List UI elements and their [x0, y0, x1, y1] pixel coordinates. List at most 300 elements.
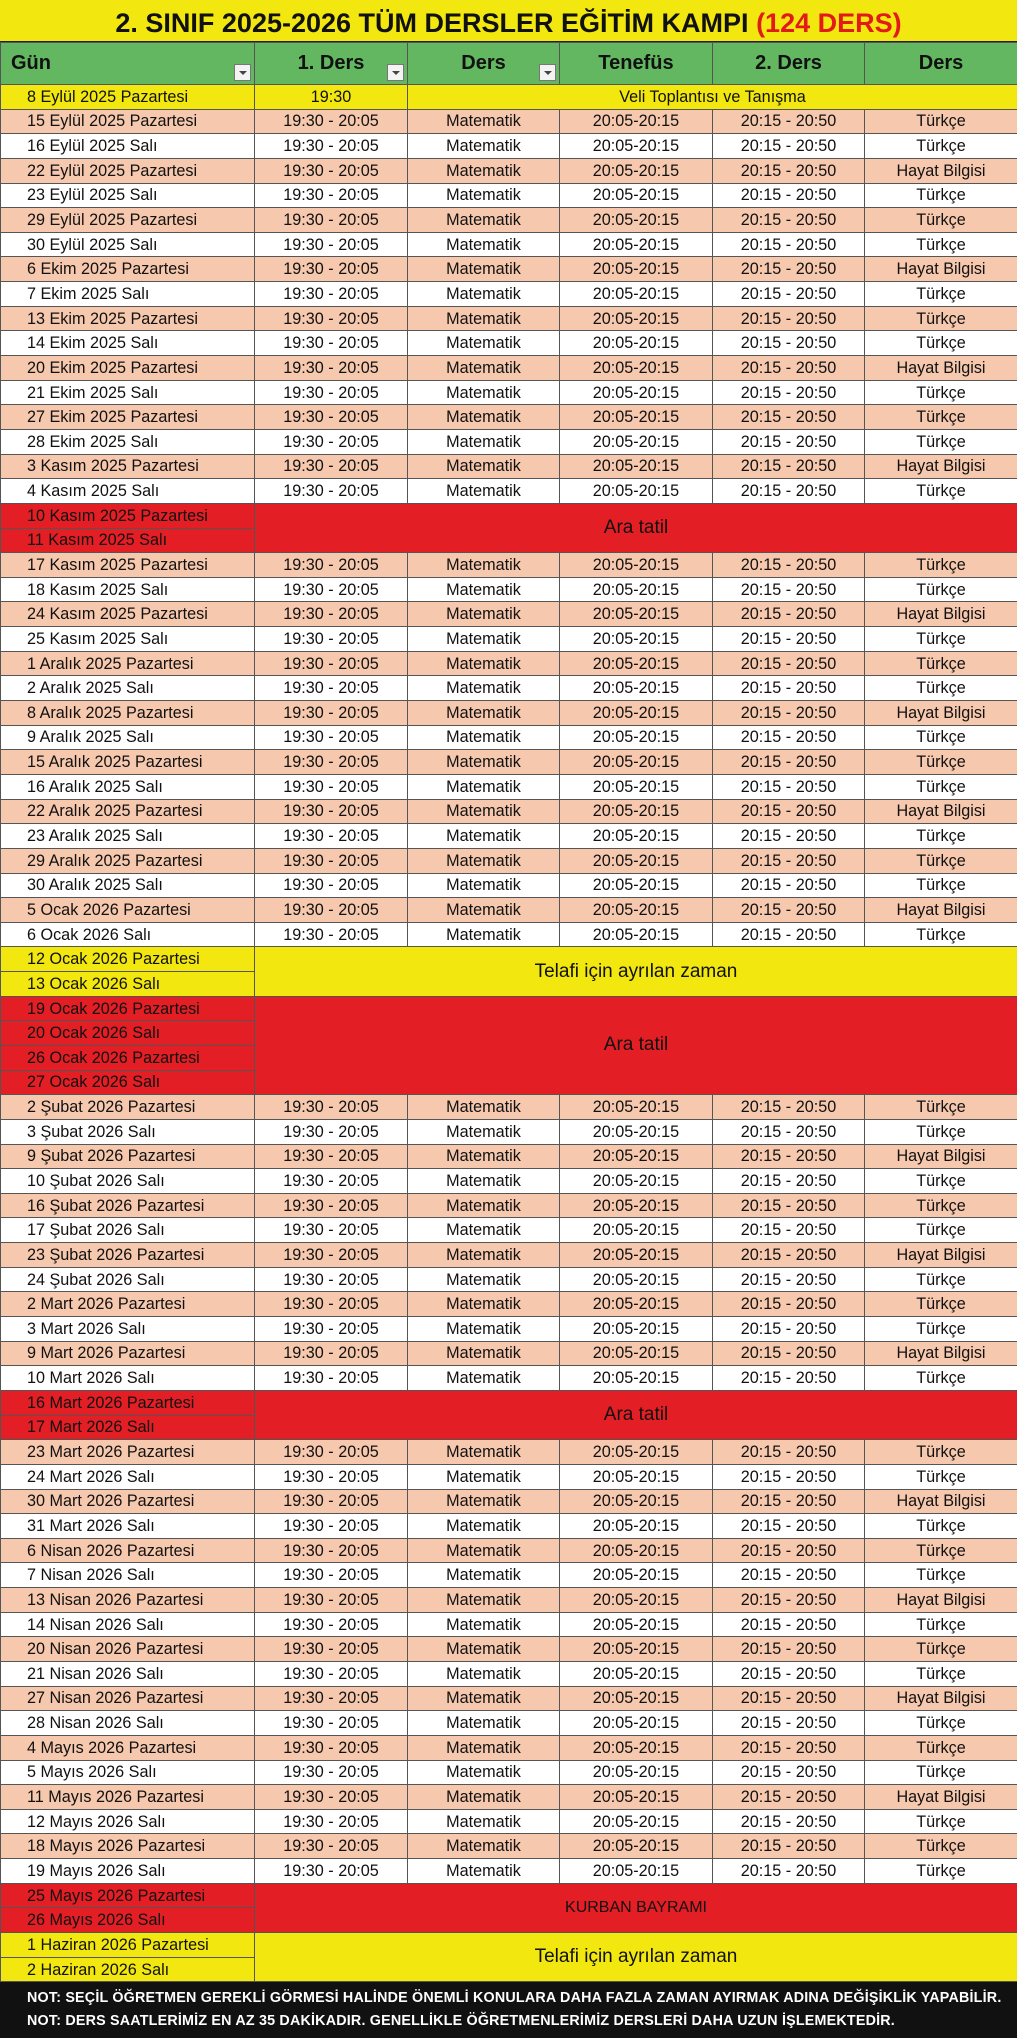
subject-cell[interactable]: Matematik: [408, 183, 560, 208]
subject-cell[interactable]: Matematik: [408, 1760, 560, 1785]
first-lesson-cell[interactable]: 19:30 - 20:05: [255, 1193, 408, 1218]
second-lesson-cell[interactable]: 20:15 - 20:50: [713, 454, 865, 479]
date-cell[interactable]: 5 Mayıs 2026 Salı: [1, 1760, 255, 1785]
second-subject-cell[interactable]: Hayat Bilgisi: [865, 1341, 1017, 1366]
second-subject-cell[interactable]: Hayat Bilgisi: [865, 1785, 1017, 1810]
second-lesson-cell[interactable]: 20:15 - 20:50: [713, 848, 865, 873]
second-lesson-cell[interactable]: 20:15 - 20:50: [713, 257, 865, 282]
date-cell[interactable]: 10 Mart 2026 Salı: [1, 1366, 255, 1391]
first-lesson-cell[interactable]: 19:30 - 20:05: [255, 1711, 408, 1736]
first-lesson-cell[interactable]: 19:30 - 20:05: [255, 1686, 408, 1711]
first-lesson-cell[interactable]: 19:30 - 20:05: [255, 1440, 408, 1465]
break-cell[interactable]: 20:05-20:15: [560, 1563, 713, 1588]
break-cell[interactable]: 20:05-20:15: [560, 1095, 713, 1120]
subject-cell[interactable]: Matematik: [408, 331, 560, 356]
subject-cell[interactable]: Matematik: [408, 306, 560, 331]
date-cell[interactable]: 9 Şubat 2026 Pazartesi: [1, 1144, 255, 1169]
second-subject-cell[interactable]: Türkçe: [865, 405, 1017, 430]
date-cell[interactable]: 6 Ekim 2025 Pazartesi: [1, 257, 255, 282]
first-lesson-cell[interactable]: 19:30 - 20:05: [255, 1760, 408, 1785]
subject-cell[interactable]: Matematik: [408, 208, 560, 233]
first-lesson-cell[interactable]: 19:30 - 20:05: [255, 1834, 408, 1859]
break-cell[interactable]: 20:05-20:15: [560, 1464, 713, 1489]
second-lesson-cell[interactable]: 20:15 - 20:50: [713, 725, 865, 750]
subject-cell[interactable]: Matematik: [408, 479, 560, 504]
subject-cell[interactable]: Matematik: [408, 1588, 560, 1613]
subject-cell[interactable]: Matematik: [408, 651, 560, 676]
break-cell[interactable]: 20:05-20:15: [560, 1809, 713, 1834]
date-cell[interactable]: 23 Eylül 2025 Salı: [1, 183, 255, 208]
date-cell[interactable]: 19 Ocak 2026 Pazartesi: [1, 996, 255, 1021]
date-cell[interactable]: 10 Kasım 2025 Pazartesi: [1, 503, 255, 528]
break-cell[interactable]: 20:05-20:15: [560, 1711, 713, 1736]
second-lesson-cell[interactable]: 20:15 - 20:50: [713, 1267, 865, 1292]
break-cell[interactable]: 20:05-20:15: [560, 1267, 713, 1292]
first-lesson-cell[interactable]: 19:30 - 20:05: [255, 1119, 408, 1144]
break-cell[interactable]: 20:05-20:15: [560, 158, 713, 183]
holiday-cell[interactable]: Ara tatil: [255, 996, 1017, 1095]
subject-cell[interactable]: Matematik: [408, 257, 560, 282]
first-lesson-cell[interactable]: 19:30 - 20:05: [255, 232, 408, 257]
date-cell[interactable]: 26 Ocak 2026 Pazartesi: [1, 1045, 255, 1070]
subject-cell[interactable]: Matematik: [408, 1317, 560, 1342]
second-subject-cell[interactable]: Hayat Bilgisi: [865, 1588, 1017, 1613]
second-lesson-cell[interactable]: 20:15 - 20:50: [713, 1218, 865, 1243]
date-cell[interactable]: 3 Şubat 2026 Salı: [1, 1119, 255, 1144]
date-cell[interactable]: 9 Aralık 2025 Salı: [1, 725, 255, 750]
second-lesson-cell[interactable]: 20:15 - 20:50: [713, 1538, 865, 1563]
break-cell[interactable]: 20:05-20:15: [560, 1144, 713, 1169]
break-cell[interactable]: 20:05-20:15: [560, 627, 713, 652]
subject-cell[interactable]: Matematik: [408, 602, 560, 627]
second-lesson-cell[interactable]: 20:15 - 20:50: [713, 479, 865, 504]
subject-cell[interactable]: Matematik: [408, 1563, 560, 1588]
first-lesson-cell[interactable]: 19:30 - 20:05: [255, 183, 408, 208]
makeup-cell[interactable]: Telafi için ayrılan zaman: [255, 1933, 1017, 1982]
break-cell[interactable]: 20:05-20:15: [560, 1538, 713, 1563]
break-cell[interactable]: 20:05-20:15: [560, 676, 713, 701]
subject-cell[interactable]: Matematik: [408, 1686, 560, 1711]
second-subject-cell[interactable]: Hayat Bilgisi: [865, 602, 1017, 627]
second-subject-cell[interactable]: Hayat Bilgisi: [865, 1686, 1017, 1711]
date-cell[interactable]: 20 Ekim 2025 Pazartesi: [1, 356, 255, 381]
break-cell[interactable]: 20:05-20:15: [560, 1735, 713, 1760]
second-subject-cell[interactable]: Türkçe: [865, 1440, 1017, 1465]
first-lesson-cell[interactable]: 19:30 - 20:05: [255, 824, 408, 849]
date-cell[interactable]: 19 Mayıs 2026 Salı: [1, 1859, 255, 1884]
subject-cell[interactable]: Matematik: [408, 1859, 560, 1884]
subject-cell[interactable]: Matematik: [408, 1489, 560, 1514]
second-lesson-cell[interactable]: 20:15 - 20:50: [713, 1292, 865, 1317]
subject-cell[interactable]: Matematik: [408, 1095, 560, 1120]
subject-cell[interactable]: Matematik: [408, 380, 560, 405]
date-cell[interactable]: 7 Ekim 2025 Salı: [1, 282, 255, 307]
date-cell[interactable]: 29 Aralık 2025 Pazartesi: [1, 848, 255, 873]
first-lesson-cell[interactable]: 19:30 - 20:05: [255, 922, 408, 947]
date-cell[interactable]: 18 Mayıs 2026 Pazartesi: [1, 1834, 255, 1859]
second-subject-cell[interactable]: Türkçe: [865, 651, 1017, 676]
date-cell[interactable]: 9 Mart 2026 Pazartesi: [1, 1341, 255, 1366]
subject-cell[interactable]: Matematik: [408, 898, 560, 923]
second-lesson-cell[interactable]: 20:15 - 20:50: [713, 1144, 865, 1169]
second-lesson-cell[interactable]: 20:15 - 20:50: [713, 429, 865, 454]
second-lesson-cell[interactable]: 20:15 - 20:50: [713, 158, 865, 183]
second-lesson-cell[interactable]: 20:15 - 20:50: [713, 1735, 865, 1760]
date-cell[interactable]: 23 Şubat 2026 Pazartesi: [1, 1243, 255, 1268]
date-cell[interactable]: 13 Ocak 2026 Salı: [1, 972, 255, 997]
first-lesson-cell[interactable]: 19:30 - 20:05: [255, 553, 408, 578]
second-subject-cell[interactable]: Hayat Bilgisi: [865, 1144, 1017, 1169]
subject-cell[interactable]: Matematik: [408, 1785, 560, 1810]
break-cell[interactable]: 20:05-20:15: [560, 306, 713, 331]
subject-cell[interactable]: Matematik: [408, 158, 560, 183]
first-lesson-cell[interactable]: 19:30 - 20:05: [255, 1169, 408, 1194]
second-lesson-cell[interactable]: 20:15 - 20:50: [713, 1440, 865, 1465]
second-subject-cell[interactable]: Türkçe: [865, 676, 1017, 701]
first-lesson-cell[interactable]: 19:30 - 20:05: [255, 1144, 408, 1169]
break-cell[interactable]: 20:05-20:15: [560, 1662, 713, 1687]
first-lesson-cell[interactable]: 19:30 - 20:05: [255, 750, 408, 775]
date-cell[interactable]: 27 Ekim 2025 Pazartesi: [1, 405, 255, 430]
second-subject-cell[interactable]: Türkçe: [865, 331, 1017, 356]
second-subject-cell[interactable]: Türkçe: [865, 750, 1017, 775]
date-cell[interactable]: 30 Aralık 2025 Salı: [1, 873, 255, 898]
first-lesson-cell[interactable]: 19:30 - 20:05: [255, 577, 408, 602]
break-cell[interactable]: 20:05-20:15: [560, 1588, 713, 1613]
subject-cell[interactable]: Matematik: [408, 627, 560, 652]
second-lesson-cell[interactable]: 20:15 - 20:50: [713, 232, 865, 257]
second-subject-cell[interactable]: Türkçe: [865, 1563, 1017, 1588]
second-subject-cell[interactable]: Türkçe: [865, 208, 1017, 233]
first-lesson-cell[interactable]: 19:30 - 20:05: [255, 405, 408, 430]
subject-cell[interactable]: Matematik: [408, 922, 560, 947]
first-lesson-cell[interactable]: 19:30 - 20:05: [255, 898, 408, 923]
subject-cell[interactable]: Matematik: [408, 1218, 560, 1243]
second-lesson-cell[interactable]: 20:15 - 20:50: [713, 1785, 865, 1810]
break-cell[interactable]: 20:05-20:15: [560, 1366, 713, 1391]
first-lesson-cell[interactable]: 19:30 - 20:05: [255, 602, 408, 627]
subject-cell[interactable]: Matematik: [408, 577, 560, 602]
date-cell[interactable]: 14 Ekim 2025 Salı: [1, 331, 255, 356]
second-lesson-cell[interactable]: 20:15 - 20:50: [713, 553, 865, 578]
second-lesson-cell[interactable]: 20:15 - 20:50: [713, 134, 865, 159]
second-lesson-cell[interactable]: 20:15 - 20:50: [713, 1612, 865, 1637]
break-cell[interactable]: 20:05-20:15: [560, 257, 713, 282]
subject-cell[interactable]: Matematik: [408, 1193, 560, 1218]
break-cell[interactable]: 20:05-20:15: [560, 331, 713, 356]
filter-dropdown-icon[interactable]: [539, 64, 556, 81]
second-lesson-cell[interactable]: 20:15 - 20:50: [713, 1588, 865, 1613]
first-lesson-cell[interactable]: 19:30 - 20:05: [255, 257, 408, 282]
date-cell[interactable]: 12 Ocak 2026 Pazartesi: [1, 947, 255, 972]
second-subject-cell[interactable]: Türkçe: [865, 1317, 1017, 1342]
date-cell[interactable]: 16 Şubat 2026 Pazartesi: [1, 1193, 255, 1218]
break-cell[interactable]: 20:05-20:15: [560, 282, 713, 307]
first-lesson-cell[interactable]: 19:30 - 20:05: [255, 1341, 408, 1366]
second-lesson-cell[interactable]: 20:15 - 20:50: [713, 1859, 865, 1884]
date-cell[interactable]: 20 Ocak 2026 Salı: [1, 1021, 255, 1046]
subject-cell[interactable]: Matematik: [408, 1366, 560, 1391]
first-lesson-cell[interactable]: 19:30 - 20:05: [255, 1317, 408, 1342]
break-cell[interactable]: 20:05-20:15: [560, 1834, 713, 1859]
date-cell[interactable]: 2 Şubat 2026 Pazartesi: [1, 1095, 255, 1120]
second-subject-cell[interactable]: Türkçe: [865, 1538, 1017, 1563]
date-cell[interactable]: 25 Mayıs 2026 Pazartesi: [1, 1883, 255, 1908]
second-subject-cell[interactable]: Türkçe: [865, 232, 1017, 257]
second-lesson-cell[interactable]: 20:15 - 20:50: [713, 1464, 865, 1489]
second-subject-cell[interactable]: Türkçe: [865, 1637, 1017, 1662]
second-subject-cell[interactable]: Türkçe: [865, 1612, 1017, 1637]
subject-cell[interactable]: Matematik: [408, 553, 560, 578]
second-subject-cell[interactable]: Hayat Bilgisi: [865, 356, 1017, 381]
break-cell[interactable]: 20:05-20:15: [560, 1440, 713, 1465]
break-cell[interactable]: 20:05-20:15: [560, 232, 713, 257]
second-subject-cell[interactable]: Türkçe: [865, 824, 1017, 849]
subject-cell[interactable]: Matematik: [408, 1637, 560, 1662]
second-subject-cell[interactable]: Türkçe: [865, 1095, 1017, 1120]
second-lesson-cell[interactable]: 20:15 - 20:50: [713, 380, 865, 405]
date-cell[interactable]: 30 Mart 2026 Pazartesi: [1, 1489, 255, 1514]
second-lesson-cell[interactable]: 20:15 - 20:50: [713, 799, 865, 824]
second-subject-cell[interactable]: Türkçe: [865, 873, 1017, 898]
first-lesson-cell[interactable]: 19:30 - 20:05: [255, 1366, 408, 1391]
date-cell[interactable]: 16 Eylül 2025 Salı: [1, 134, 255, 159]
subject-cell[interactable]: Matematik: [408, 1341, 560, 1366]
first-lesson-cell[interactable]: 19:30 - 20:05: [255, 873, 408, 898]
filter-dropdown-icon[interactable]: [234, 64, 251, 81]
date-cell[interactable]: 17 Şubat 2026 Salı: [1, 1218, 255, 1243]
holiday-cell[interactable]: Ara tatil: [255, 1390, 1017, 1439]
break-cell[interactable]: 20:05-20:15: [560, 553, 713, 578]
first-lesson-cell[interactable]: 19:30 - 20:05: [255, 1785, 408, 1810]
date-cell[interactable]: 1 Aralık 2025 Pazartesi: [1, 651, 255, 676]
second-subject-cell[interactable]: Türkçe: [865, 1218, 1017, 1243]
subject-cell[interactable]: Matematik: [408, 873, 560, 898]
second-subject-cell[interactable]: Türkçe: [865, 429, 1017, 454]
break-cell[interactable]: 20:05-20:15: [560, 1341, 713, 1366]
break-cell[interactable]: 20:05-20:15: [560, 380, 713, 405]
subject-cell[interactable]: Matematik: [408, 405, 560, 430]
date-cell[interactable]: 24 Şubat 2026 Salı: [1, 1267, 255, 1292]
subject-cell[interactable]: Matematik: [408, 1292, 560, 1317]
break-cell[interactable]: 20:05-20:15: [560, 208, 713, 233]
second-lesson-cell[interactable]: 20:15 - 20:50: [713, 577, 865, 602]
second-lesson-cell[interactable]: 20:15 - 20:50: [713, 1514, 865, 1539]
subject-cell[interactable]: Matematik: [408, 1243, 560, 1268]
break-cell[interactable]: 20:05-20:15: [560, 134, 713, 159]
date-cell[interactable]: 3 Mart 2026 Salı: [1, 1317, 255, 1342]
second-lesson-cell[interactable]: 20:15 - 20:50: [713, 1489, 865, 1514]
second-subject-cell[interactable]: Türkçe: [865, 1834, 1017, 1859]
first-lesson-cell[interactable]: 19:30 - 20:05: [255, 208, 408, 233]
break-cell[interactable]: 20:05-20:15: [560, 1489, 713, 1514]
second-lesson-cell[interactable]: 20:15 - 20:50: [713, 1193, 865, 1218]
date-cell[interactable]: 8 Aralık 2025 Pazartesi: [1, 701, 255, 726]
first-lesson-cell[interactable]: 19:30 - 20:05: [255, 479, 408, 504]
subject-cell[interactable]: Matematik: [408, 676, 560, 701]
first-lesson-cell[interactable]: 19:30 - 20:05: [255, 282, 408, 307]
second-subject-cell[interactable]: Türkçe: [865, 1267, 1017, 1292]
date-cell[interactable]: 6 Nisan 2026 Pazartesi: [1, 1538, 255, 1563]
date-cell[interactable]: 26 Mayıs 2026 Salı: [1, 1908, 255, 1933]
date-cell[interactable]: 20 Nisan 2026 Pazartesi: [1, 1637, 255, 1662]
second-subject-cell[interactable]: Hayat Bilgisi: [865, 898, 1017, 923]
date-cell[interactable]: 2 Mart 2026 Pazartesi: [1, 1292, 255, 1317]
date-cell[interactable]: 30 Eylül 2025 Salı: [1, 232, 255, 257]
second-subject-cell[interactable]: Türkçe: [865, 1464, 1017, 1489]
subject-cell[interactable]: Matematik: [408, 282, 560, 307]
second-lesson-cell[interactable]: 20:15 - 20:50: [713, 405, 865, 430]
second-lesson-cell[interactable]: 20:15 - 20:50: [713, 1809, 865, 1834]
second-lesson-cell[interactable]: 20:15 - 20:50: [713, 1243, 865, 1268]
first-lesson-cell[interactable]: 19:30 - 20:05: [255, 1662, 408, 1687]
subject-cell[interactable]: Matematik: [408, 725, 560, 750]
second-subject-cell[interactable]: Hayat Bilgisi: [865, 158, 1017, 183]
subject-cell[interactable]: Matematik: [408, 454, 560, 479]
break-cell[interactable]: 20:05-20:15: [560, 898, 713, 923]
second-lesson-cell[interactable]: 20:15 - 20:50: [713, 922, 865, 947]
second-lesson-cell[interactable]: 20:15 - 20:50: [713, 356, 865, 381]
subject-cell[interactable]: Matematik: [408, 1662, 560, 1687]
first-lesson-cell[interactable]: 19:30 - 20:05: [255, 306, 408, 331]
second-subject-cell[interactable]: Türkçe: [865, 134, 1017, 159]
second-lesson-cell[interactable]: 20:15 - 20:50: [713, 109, 865, 134]
date-cell[interactable]: 15 Aralık 2025 Pazartesi: [1, 750, 255, 775]
first-lesson-cell[interactable]: 19:30 - 20:05: [255, 429, 408, 454]
date-cell[interactable]: 24 Mart 2026 Salı: [1, 1464, 255, 1489]
first-lesson-cell[interactable]: 19:30 - 20:05: [255, 1464, 408, 1489]
break-cell[interactable]: 20:05-20:15: [560, 405, 713, 430]
second-lesson-cell[interactable]: 20:15 - 20:50: [713, 1711, 865, 1736]
first-lesson-cell[interactable]: 19:30 - 20:05: [255, 1267, 408, 1292]
break-cell[interactable]: 20:05-20:15: [560, 651, 713, 676]
second-subject-cell[interactable]: Hayat Bilgisi: [865, 701, 1017, 726]
break-cell[interactable]: 20:05-20:15: [560, 873, 713, 898]
date-cell[interactable]: 24 Kasım 2025 Pazartesi: [1, 602, 255, 627]
second-subject-cell[interactable]: Türkçe: [865, 848, 1017, 873]
second-subject-cell[interactable]: Türkçe: [865, 1169, 1017, 1194]
break-cell[interactable]: 20:05-20:15: [560, 848, 713, 873]
first-lesson-cell[interactable]: 19:30 - 20:05: [255, 651, 408, 676]
subject-cell[interactable]: Matematik: [408, 429, 560, 454]
second-subject-cell[interactable]: Türkçe: [865, 1662, 1017, 1687]
first-lesson-cell[interactable]: 19:30 - 20:05: [255, 1292, 408, 1317]
second-subject-cell[interactable]: Türkçe: [865, 922, 1017, 947]
date-cell[interactable]: 23 Aralık 2025 Salı: [1, 824, 255, 849]
date-cell[interactable]: 16 Mart 2026 Pazartesi: [1, 1390, 255, 1415]
second-subject-cell[interactable]: Türkçe: [865, 577, 1017, 602]
break-cell[interactable]: 20:05-20:15: [560, 1317, 713, 1342]
first-lesson-cell[interactable]: 19:30 - 20:05: [255, 356, 408, 381]
second-lesson-cell[interactable]: 20:15 - 20:50: [713, 1563, 865, 1588]
second-lesson-cell[interactable]: 20:15 - 20:50: [713, 701, 865, 726]
second-lesson-cell[interactable]: 20:15 - 20:50: [713, 750, 865, 775]
break-cell[interactable]: 20:05-20:15: [560, 824, 713, 849]
break-cell[interactable]: 20:05-20:15: [560, 1859, 713, 1884]
first-lesson-cell[interactable]: 19:30 - 20:05: [255, 627, 408, 652]
break-cell[interactable]: 20:05-20:15: [560, 602, 713, 627]
second-subject-cell[interactable]: Türkçe: [865, 1119, 1017, 1144]
first-lesson-cell[interactable]: 19:30 - 20:05: [255, 848, 408, 873]
second-lesson-cell[interactable]: 20:15 - 20:50: [713, 1317, 865, 1342]
subject-cell[interactable]: Matematik: [408, 1711, 560, 1736]
subject-cell[interactable]: Matematik: [408, 1538, 560, 1563]
subject-cell[interactable]: Matematik: [408, 356, 560, 381]
break-cell[interactable]: 20:05-20:15: [560, 183, 713, 208]
subject-cell[interactable]: Matematik: [408, 1514, 560, 1539]
subject-cell[interactable]: Matematik: [408, 1144, 560, 1169]
subject-cell[interactable]: Matematik: [408, 1612, 560, 1637]
first-lesson-cell[interactable]: 19:30 - 20:05: [255, 1095, 408, 1120]
second-subject-cell[interactable]: Hayat Bilgisi: [865, 1489, 1017, 1514]
date-cell[interactable]: 2 Haziran 2026 Salı: [1, 1957, 255, 1982]
second-subject-cell[interactable]: Türkçe: [865, 1809, 1017, 1834]
break-cell[interactable]: 20:05-20:15: [560, 1514, 713, 1539]
second-lesson-cell[interactable]: 20:15 - 20:50: [713, 208, 865, 233]
break-cell[interactable]: 20:05-20:15: [560, 774, 713, 799]
second-lesson-cell[interactable]: 20:15 - 20:50: [713, 1119, 865, 1144]
date-cell[interactable]: 7 Nisan 2026 Salı: [1, 1563, 255, 1588]
break-cell[interactable]: 20:05-20:15: [560, 1243, 713, 1268]
date-cell[interactable]: 21 Ekim 2025 Salı: [1, 380, 255, 405]
first-lesson-cell[interactable]: 19:30 - 20:05: [255, 1637, 408, 1662]
first-lesson-cell[interactable]: 19:30 - 20:05: [255, 1538, 408, 1563]
first-lesson-cell[interactable]: 19:30 - 20:05: [255, 134, 408, 159]
date-cell[interactable]: 2 Aralık 2025 Salı: [1, 676, 255, 701]
date-cell[interactable]: 28 Nisan 2026 Salı: [1, 1711, 255, 1736]
date-cell[interactable]: 5 Ocak 2026 Pazartesi: [1, 898, 255, 923]
second-subject-cell[interactable]: Türkçe: [865, 109, 1017, 134]
break-cell[interactable]: 20:05-20:15: [560, 479, 713, 504]
date-cell[interactable]: 13 Ekim 2025 Pazartesi: [1, 306, 255, 331]
first-lesson-cell[interactable]: 19:30 - 20:05: [255, 1243, 408, 1268]
first-lesson-cell[interactable]: 19:30 - 20:05: [255, 701, 408, 726]
second-lesson-cell[interactable]: 20:15 - 20:50: [713, 1662, 865, 1687]
subject-cell[interactable]: Matematik: [408, 799, 560, 824]
first-lesson-cell[interactable]: 19:30 - 20:05: [255, 1489, 408, 1514]
subject-cell[interactable]: Matematik: [408, 1267, 560, 1292]
note-cell[interactable]: Veli Toplantısı ve Tanışma: [408, 85, 1017, 110]
date-cell[interactable]: 25 Kasım 2025 Salı: [1, 627, 255, 652]
first-lesson-cell[interactable]: 19:30 - 20:05: [255, 725, 408, 750]
date-cell[interactable]: 28 Ekim 2025 Salı: [1, 429, 255, 454]
subject-cell[interactable]: Matematik: [408, 1119, 560, 1144]
first-lesson-cell[interactable]: 19:30 - 20:05: [255, 1514, 408, 1539]
first-lesson-cell[interactable]: 19:30 - 20:05: [255, 1218, 408, 1243]
date-cell[interactable]: 10 Şubat 2026 Salı: [1, 1169, 255, 1194]
second-subject-cell[interactable]: Türkçe: [865, 1292, 1017, 1317]
second-subject-cell[interactable]: Türkçe: [865, 1711, 1017, 1736]
second-lesson-cell[interactable]: 20:15 - 20:50: [713, 1637, 865, 1662]
date-cell[interactable]: 22 Eylül 2025 Pazartesi: [1, 158, 255, 183]
second-lesson-cell[interactable]: 20:15 - 20:50: [713, 1095, 865, 1120]
break-cell[interactable]: 20:05-20:15: [560, 1193, 713, 1218]
first-lesson-cell[interactable]: 19:30 - 20:05: [255, 1859, 408, 1884]
date-cell[interactable]: 13 Nisan 2026 Pazartesi: [1, 1588, 255, 1613]
second-lesson-cell[interactable]: 20:15 - 20:50: [713, 873, 865, 898]
subject-cell[interactable]: Matematik: [408, 1169, 560, 1194]
second-lesson-cell[interactable]: 20:15 - 20:50: [713, 282, 865, 307]
first-lesson-cell[interactable]: 19:30 - 20:05: [255, 158, 408, 183]
break-cell[interactable]: 20:05-20:15: [560, 1218, 713, 1243]
break-cell[interactable]: 20:05-20:15: [560, 1637, 713, 1662]
date-cell[interactable]: 1 Haziran 2026 Pazartesi: [1, 1933, 255, 1958]
date-cell[interactable]: 23 Mart 2026 Pazartesi: [1, 1440, 255, 1465]
subject-cell[interactable]: Matematik: [408, 1464, 560, 1489]
break-cell[interactable]: 20:05-20:15: [560, 725, 713, 750]
first-lesson-cell[interactable]: 19:30 - 20:05: [255, 1612, 408, 1637]
break-cell[interactable]: 20:05-20:15: [560, 1760, 713, 1785]
